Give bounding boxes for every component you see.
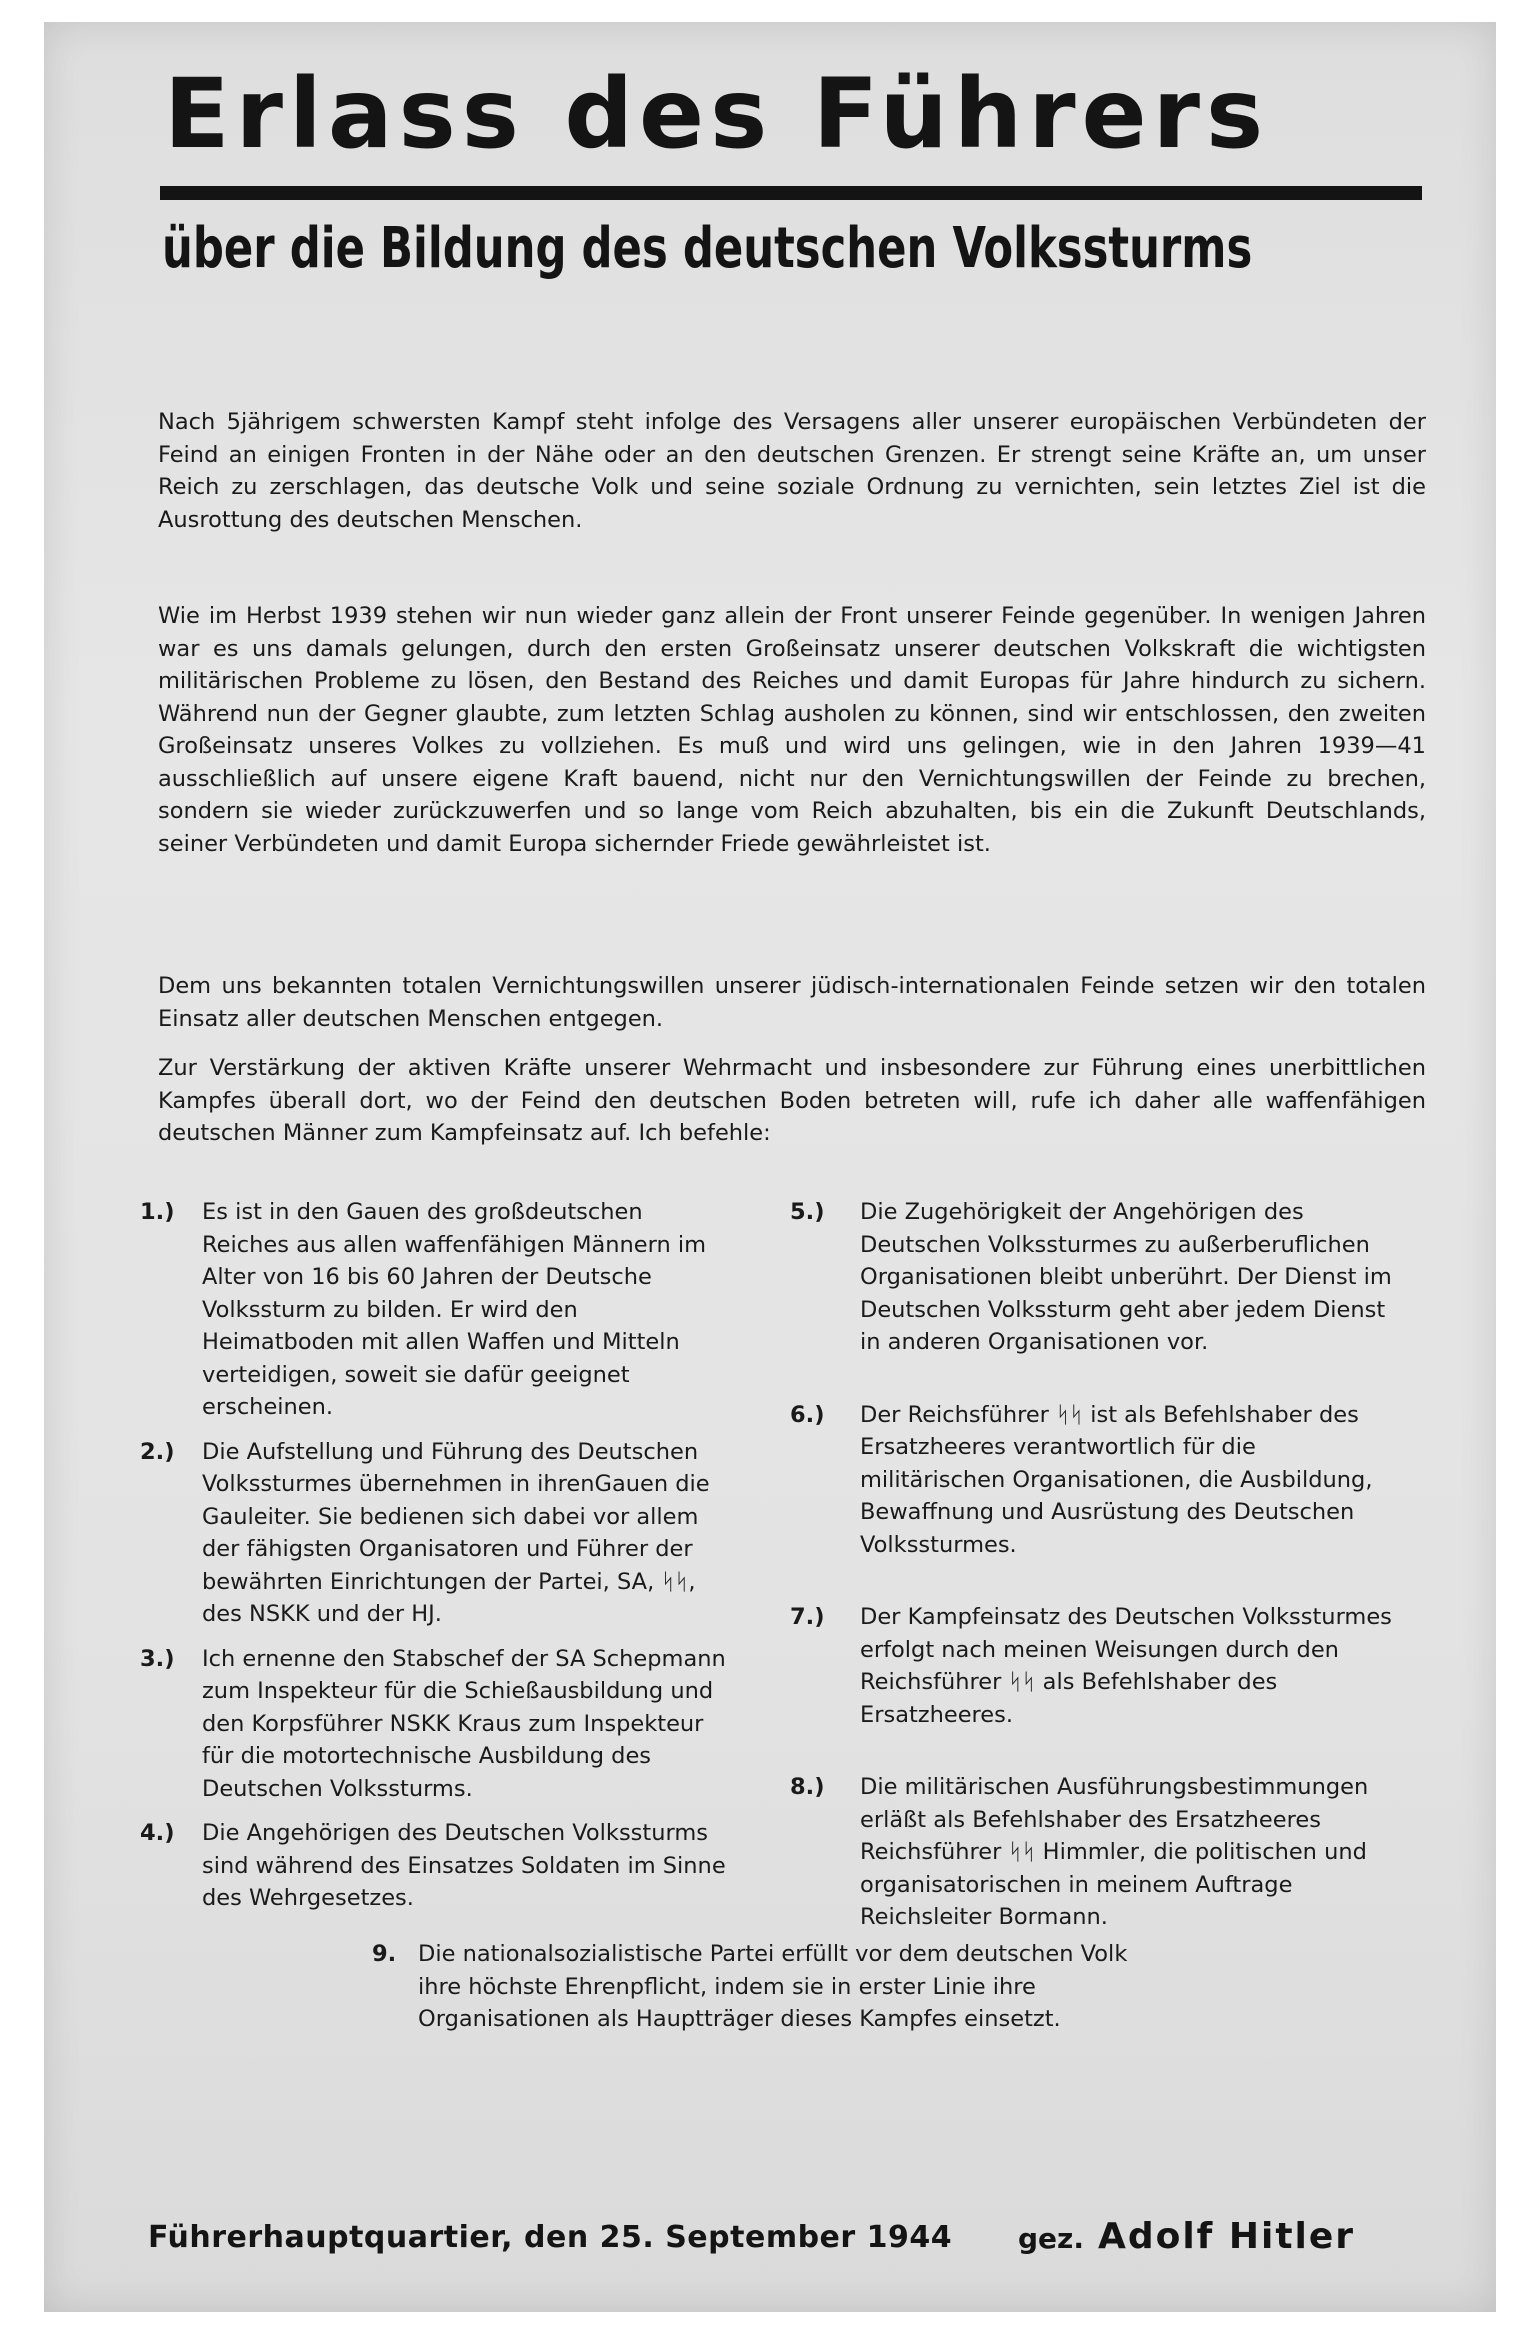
intro-paragraph-4: Zur Verstärkung der aktiven Kräfte unserer Wehrmacht und insbesondere zur Führung eines unerbittlichen Kampfes überall dort, wo der Feind den deutschen Boden betreten will, rufe ich daher alle waffenfähigen deutschen Männer zum Kampfeinsatz auf. Ich befehle:	[158, 1055, 1426, 1146]
order-item	[790, 1399, 1430, 1562]
intro-paragraph-1: Nach 5jährigem schwersten Kampf steht infolge des Versagens aller unserer europäischen Verbündeten der Feind an einigen Fronten in der Nähe oder an den deutschen Grenzen. Er strengt seine Kräfte an, um unser Reich zu zerschlagen, das deutsche Volk und seine soziale Ordnung zu vernichten, sein letztes Ziel ist die Ausrottung des deutschen Menschen.	[158, 409, 1426, 533]
order-item	[140, 1643, 780, 1806]
order-text: Der Reichsführer ᛋᛋ ist als Befehlshaber des Ersatzheeres verantwortlich für die militärischen Organisationen, die Ausbildung, Bewaffnung und Ausrüstung des Deutschen Volkssturmes.	[860, 1401, 1373, 1558]
order-number: 4.)	[140, 1820, 175, 1846]
order-number: 3.)	[140, 1645, 175, 1672]
signer-name: Adolf Hitler	[1097, 2216, 1356, 2257]
order-item	[140, 1436, 780, 1631]
order-number: 7.)	[790, 1604, 825, 1630]
order-number: 6.)	[790, 1401, 825, 1428]
order-number: 8.)	[790, 1774, 825, 1800]
signed-abbreviation: gez.	[1018, 2222, 1084, 2255]
order-item-9	[372, 1938, 1172, 2036]
order-number: 1.)	[140, 1199, 175, 1225]
order-text: Die militärischen Ausführungsbestimmungen erläßt als Befehlshaber des Ersatzheeres Reichsführer ᛋᛋ Himmler, die politischen und organisatorischen in meinem Auftrage Reichsleiter Bormann.	[860, 1774, 1369, 1930]
orders-column-right	[790, 1196, 1430, 1974]
signature-block	[1018, 2216, 1355, 2257]
order-item	[790, 1771, 1430, 1934]
order-number: 9.	[372, 1941, 397, 1967]
order-text: Die Zugehörigkeit der Angehörigen des Deutschen Volkssturmes zu außerberuflichen Organisationen bleibt unberührt. Der Dienst im Deutschen Volkssturm geht aber jedem Dienst in anderen Organisationen vor.	[860, 1199, 1392, 1355]
order-text: Ich ernenne den Stabschef der SA Schepmann zum Inspekteur für die Schießausbildung und den Korpsführer NSKK Kraus zum Inspekteur für die motortechnische Ausbildung des Deutschen Volkssturms.	[202, 1645, 726, 1802]
order-item	[140, 1196, 780, 1424]
place-and-date: Führerhauptquartier, den 25. September 1944	[148, 2220, 953, 2255]
title-divider	[160, 186, 1422, 200]
order-text: Die Aufstellung und Führung des Deutschen Volkssturmes übernehmen in ihrenGauen die Gauleiter. Sie bedienen sich dabei vor allem der fähigsten Organisatoren und Führer der bewährten Einrichtungen der Partei, SA, ᛋᛋ, des NSKK und der HJ.	[202, 1438, 710, 1627]
intro-paragraph-2: Wie im Herbst 1939 stehen wir nun wieder ganz allein der Front unserer Feinde gegenüber. In wenigen Jahren war es uns damals gelungen, durch den ersten Großeinsatz unserer deutschen Volkskraft die wichtigsten militärischen Probleme zu lösen, den Bestand des Reiches und damit Europas für Jahre hindurch zu sichern. Während nun der Gegner glaubte, zum letzten Schlag ausholen zu können, sind wir entschlossen, den zweiten Großeinsatz unseres Volkes zu vollziehen. Es muß und wird uns gelingen, wie in den Jahren 1939—41 ausschließlich auf unsere eigene Kraft bauend, nicht nur den Vernichtungswillen der Feinde zu brechen, sondern sie wieder zurückzuwerfen und so lange vom Reich abzuhalten, bis ein die Zukunft Deutschlands, seiner Verbündeten und damit Europa sichernder Friede gewährleistet ist.	[158, 603, 1426, 857]
order-item	[790, 1196, 1430, 1359]
order-number: 2.)	[140, 1438, 175, 1465]
order-text: Der Kampfeinsatz des Deutschen Volkssturmes erfolgt nach meinen Weisungen durch den Reichsführer ᛋᛋ als Befehlshaber des Ersatzheeres.	[860, 1604, 1392, 1728]
order-text: Die Angehörigen des Deutschen Volkssturms sind während des Einsatzes Soldaten im Sinne des Wehrgesetzes.	[202, 1820, 726, 1911]
order-item	[140, 1817, 780, 1915]
intro-paragraph-3: Dem uns bekannten totalen Vernichtungswillen unserer jüdisch-internationalen Feinde setzen wir den totalen Einsatz aller deutschen Menschen entgegen.	[158, 973, 1426, 1032]
document-subtitle: über die Bildung des deutschen Volkssturms	[162, 216, 1253, 281]
order-item	[790, 1601, 1430, 1731]
order-text: Es ist in den Gauen des großdeutschen Reiches aus allen waffenfähigen Männern im Alter von 16 bis 60 Jahren der Deutsche Volkssturm zu bilden. Er wird den Heimatboden mit allen Waffen und Mitteln verteidigen, soweit sie dafür geeignet erscheinen.	[202, 1199, 707, 1420]
orders-column-left	[140, 1196, 780, 1927]
document-title: Erlass des Führers	[164, 58, 1270, 170]
order-number: 5.)	[790, 1199, 825, 1225]
order-text: Die nationalsozialistische Partei erfüllt vor dem deutschen Volk ihre höchste Ehrenpflicht, indem sie in erster Linie ihre Organisationen als Hauptträger dieses Kampfes einsetzt.	[418, 1941, 1128, 2032]
